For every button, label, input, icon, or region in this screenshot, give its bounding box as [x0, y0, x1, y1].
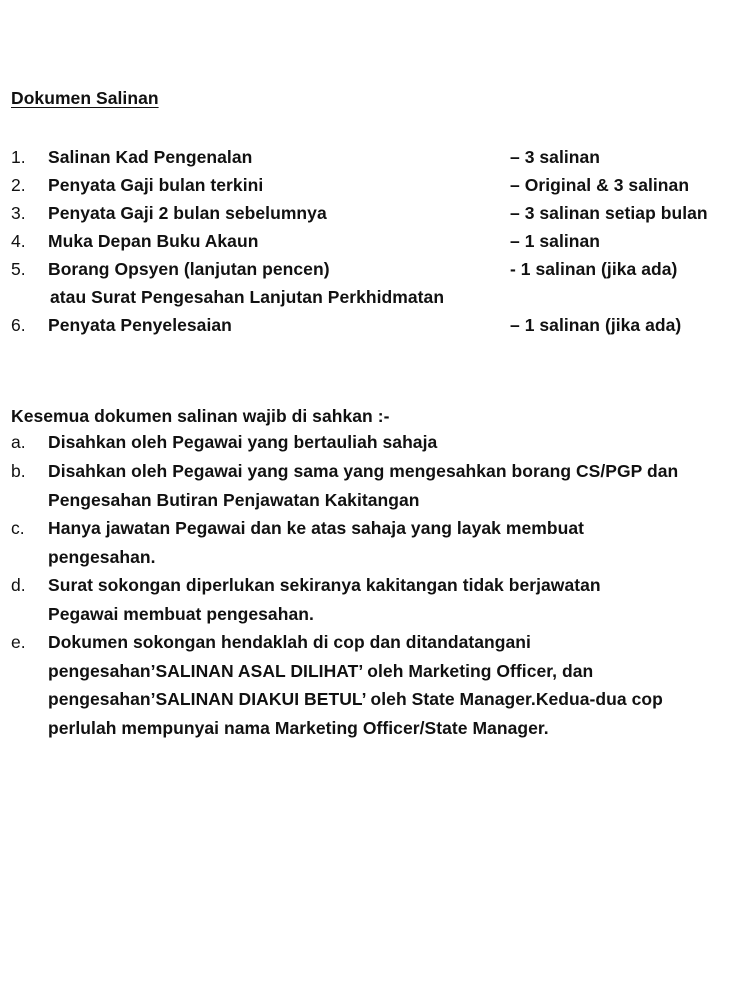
- item-label: Penyata Gaji bulan terkini: [48, 175, 264, 195]
- requirement-letter: b.: [11, 461, 26, 481]
- item-quantity: – 1 salinan (jika ada): [510, 315, 682, 335]
- requirement-text: [48, 428, 748, 457]
- requirements-intro: Kesemua dokumen salinan wajib di sahkan :-: [11, 406, 390, 426]
- requirement-line: Pengesahan Butiran Penjawatan Kakitangan: [48, 489, 420, 510]
- item-quantity: – Original & 3 salinan: [510, 175, 690, 195]
- item-quantity: – 3 salinan setiap bulan: [510, 203, 708, 223]
- requirement-line: pengesahan’SALINAN ASAL DILIHAT’ oleh Marketing Officer, dan: [48, 660, 594, 681]
- requirement-line: pengesahan’SALINAN DIAKUI BETUL’ oleh State Manager.Kedua-dua cop: [48, 689, 663, 709]
- item-number: 3.: [11, 203, 26, 223]
- requirement-text: [48, 457, 748, 514]
- requirement-line: Disahkan oleh Pegawai yang bertauliah sahaja: [48, 432, 438, 452]
- item-label: Muka Depan Buku Akaun: [48, 231, 259, 251]
- item-label: Penyata Gaji 2 bulan sebelumnya: [48, 203, 327, 223]
- item-quantity: – 3 salinan: [510, 147, 601, 167]
- item-number: 4.: [11, 231, 26, 251]
- requirement-line: Pegawai membuat pengesahan.: [48, 603, 314, 624]
- requirement-line: Hanya jawatan Pegawai dan ke atas sahaja yang layak membuat: [48, 518, 584, 538]
- item-continuation: atau Surat Pengesahan Lanjutan Perkhidmatan: [50, 287, 445, 307]
- requirement-letter: d.: [11, 575, 26, 595]
- item-number: 5.: [11, 259, 26, 279]
- requirement-line: Dokumen sokongan hendaklah di cop dan ditandatangani: [48, 632, 531, 652]
- requirement-letter: c.: [11, 518, 25, 538]
- requirement-line: Surat sokongan diperlukan sekiranya kakitangan tidak berjawatan: [48, 575, 601, 595]
- requirement-text: [48, 571, 748, 628]
- item-label: Borang Opsyen (lanjutan pencen): [48, 259, 330, 279]
- item-number: 2.: [11, 175, 26, 195]
- requirement-letter: a.: [11, 432, 26, 452]
- requirement-letter: e.: [11, 632, 26, 652]
- requirement-line: perlulah mempunyai nama Marketing Officer/State Manager.: [48, 717, 549, 738]
- requirement-line: pengesahan.: [48, 546, 156, 567]
- item-number: 6.: [11, 315, 26, 335]
- requirement-text: [48, 628, 748, 742]
- item-quantity: - 1 salinan (jika ada): [510, 259, 678, 279]
- item-label: Salinan Kad Pengenalan: [48, 147, 253, 167]
- section-heading: Dokumen Salinan: [11, 88, 159, 108]
- item-number: 1.: [11, 147, 26, 167]
- requirement-text: [48, 514, 748, 571]
- item-label: Penyata Penyelesaian: [48, 315, 232, 335]
- requirement-line: Disahkan oleh Pegawai yang sama yang mengesahkan borang CS/PGP dan: [48, 461, 679, 481]
- item-quantity: – 1 salinan: [510, 231, 601, 251]
